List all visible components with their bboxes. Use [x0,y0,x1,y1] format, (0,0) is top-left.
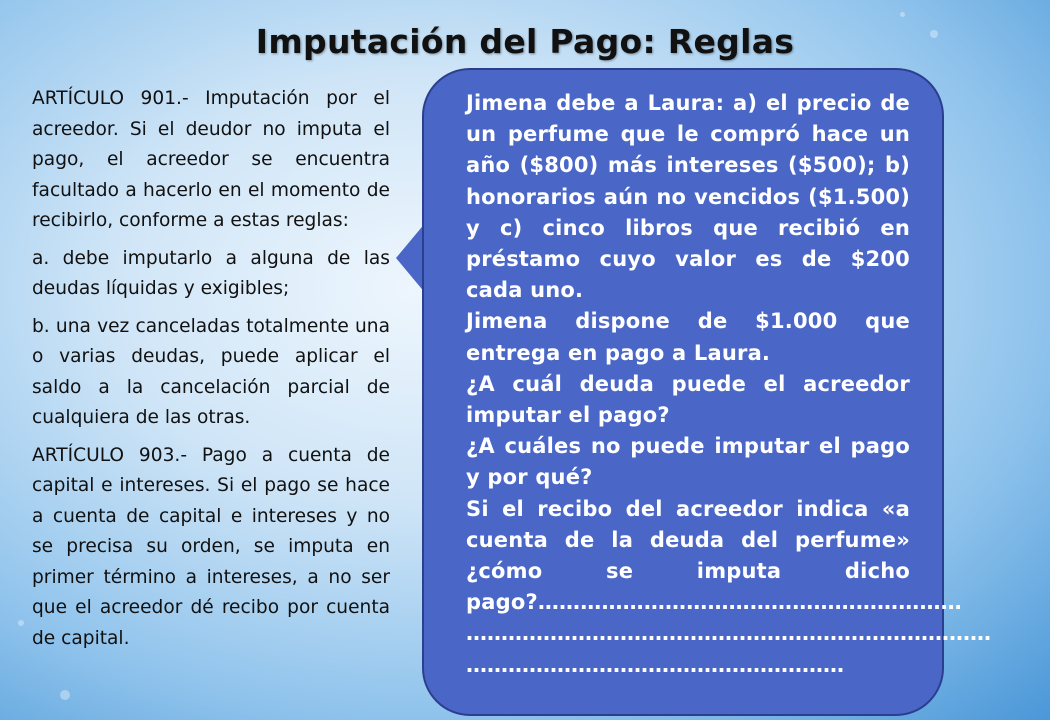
question-3: Si el recibo del acreedor indica «a cuenta de la deuda del perfume» ¿cómo se imputa dicho pago?…………………………………………………… [466,496,962,615]
answer-dotted-line: ……………………………………………… [466,652,844,677]
case-exercise-text [466,88,991,681]
rule-b-paragraph: b. una vez canceladas totalmente una o varias deudas, puede aplicar el saldo a la cancelación parcial de cualquiera de las otras. [32,315,390,428]
question-2: ¿A cuáles no puede imputar el pago y por qué? [466,434,910,490]
background-sparkle [900,12,905,17]
case-statement: Jimena debe a Laura: a) el precio de un perfume que le compró hace un año ($800) más intereses ($500); b) honorarios aún no vencidos ($1.500) y c) cinco libros que recibió en préstamo cuyo valor es de $200 cada uno. [466,91,910,303]
background-sparkle [60,690,70,700]
answer-dotted-line: ………………………………………………………………… [466,621,991,646]
payment-statement: Jimena dispone de $1.000 que entrega en pago a Laura. [466,309,910,365]
article-903-paragraph: ARTÍCULO 903.- Pago a cuenta de capital e intereses. Si el pago se hace a cuenta de capital e intereses y no se precisa su orden, se imputa en primer término a intereses, a no ser que el acreedor dé recibo por cuenta de capital. [32,444,390,649]
articles-text [32,84,390,661]
rule-a-paragraph: a. debe imputarlo a alguna de las deudas líquidas y exigibles; [32,247,390,299]
article-901-paragraph: ARTÍCULO 901.- Imputación por el acreedor. Si el deudor no imputa el pago, el acreedor se encuentra facultado a hacerlo en el momento de recibirlo, conforme a estas reglas: [32,88,390,231]
question-1: ¿A cuál deuda puede el acreedor imputar el pago? [466,371,910,428]
background-sparkle [18,620,24,626]
slide-title: Imputación del Pago: Reglas [255,22,795,61]
